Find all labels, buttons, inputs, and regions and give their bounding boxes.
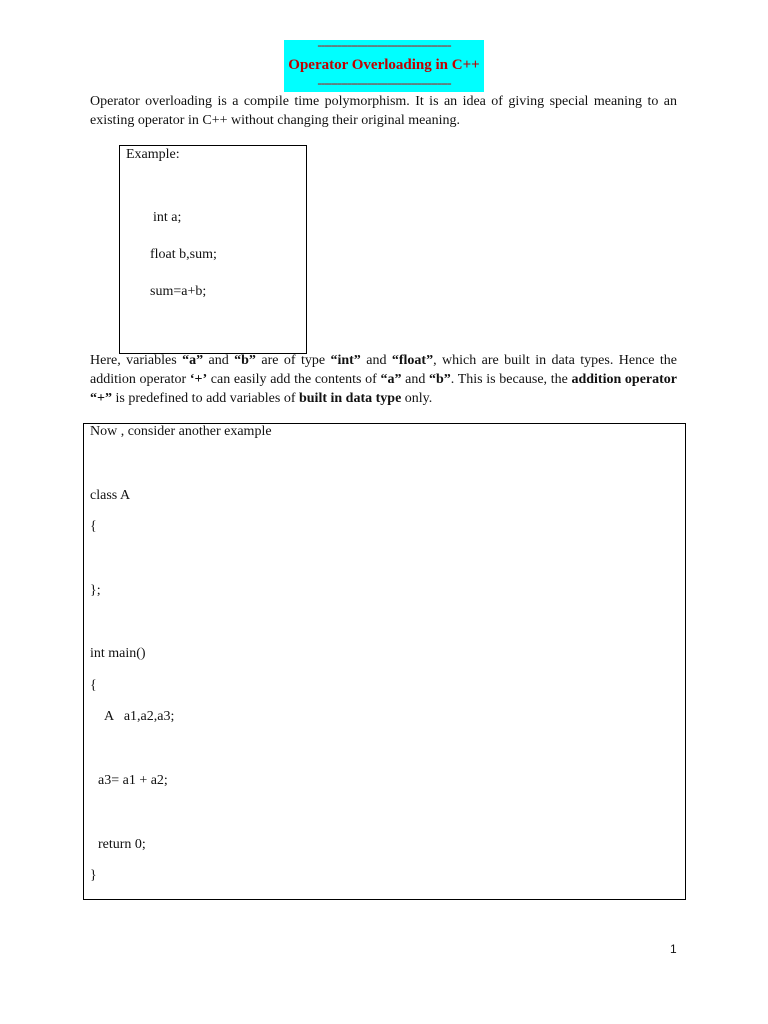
example-intro: Now , consider another example xyxy=(90,424,272,439)
explanation-paragraph xyxy=(90,351,677,408)
text: , which are built in data types. Hence the xyxy=(433,353,678,368)
bold-text: “float” xyxy=(391,353,434,368)
class-example-box xyxy=(83,423,686,900)
intro-line-2: existing operator in C++ without changing their original meaning. xyxy=(90,113,460,128)
explanation-line-3 xyxy=(90,391,432,406)
text: addition operator xyxy=(90,372,190,387)
bold-text: “b” xyxy=(429,372,451,387)
page-title: Operator Overloading in C++ xyxy=(288,57,480,73)
code-line: a3= a1 + a2; xyxy=(98,773,168,788)
text: can easily add the contents of xyxy=(207,372,381,387)
bold-text: “int” xyxy=(330,353,361,368)
page-number: 1 xyxy=(670,942,677,956)
code-line: return 0; xyxy=(98,837,146,852)
code-line: int main() xyxy=(90,646,146,661)
code-line: A a1,a2,a3; xyxy=(104,709,175,724)
text: is predefined to add variables of xyxy=(111,391,299,406)
example-box xyxy=(119,145,307,354)
code-line: { xyxy=(90,519,97,534)
intro-paragraph xyxy=(90,92,677,130)
text: and xyxy=(203,353,235,368)
explanation-line-1 xyxy=(90,351,677,370)
bold-text: “a” xyxy=(380,372,402,387)
text: are of type xyxy=(255,353,331,368)
text: . This is because, the xyxy=(450,372,572,387)
bold-text: addition operator xyxy=(571,372,678,387)
explanation-line-2 xyxy=(90,370,677,389)
text: only. xyxy=(401,391,433,406)
intro-line-1: Operator overloading is a compile time polymorphism. It is an idea of giving special meaning to an xyxy=(90,94,677,109)
code-line: float b,sum; xyxy=(150,247,217,262)
code-line: { xyxy=(90,678,97,693)
bold-text: “+” xyxy=(90,391,112,406)
title-banner xyxy=(284,40,484,92)
bold-text: built in data type xyxy=(298,391,402,406)
code-line: class A xyxy=(90,488,131,503)
text: Here, variables xyxy=(90,353,183,368)
code-line: sum=a+b; xyxy=(150,284,207,299)
text: and xyxy=(401,372,429,387)
text: and xyxy=(360,353,392,368)
title-bottom-rule: ---------------------------------------- xyxy=(317,78,451,90)
code-line: } xyxy=(90,868,97,883)
bold-text: “b” xyxy=(234,353,256,368)
title-top-rule: ---------------------------------------- xyxy=(317,40,451,52)
code-line: }; xyxy=(90,583,101,598)
example-label: Example: xyxy=(126,147,180,162)
bold-text: ‘+’ xyxy=(189,372,208,387)
bold-text: “a” xyxy=(182,353,204,368)
code-line: int a; xyxy=(153,210,182,225)
